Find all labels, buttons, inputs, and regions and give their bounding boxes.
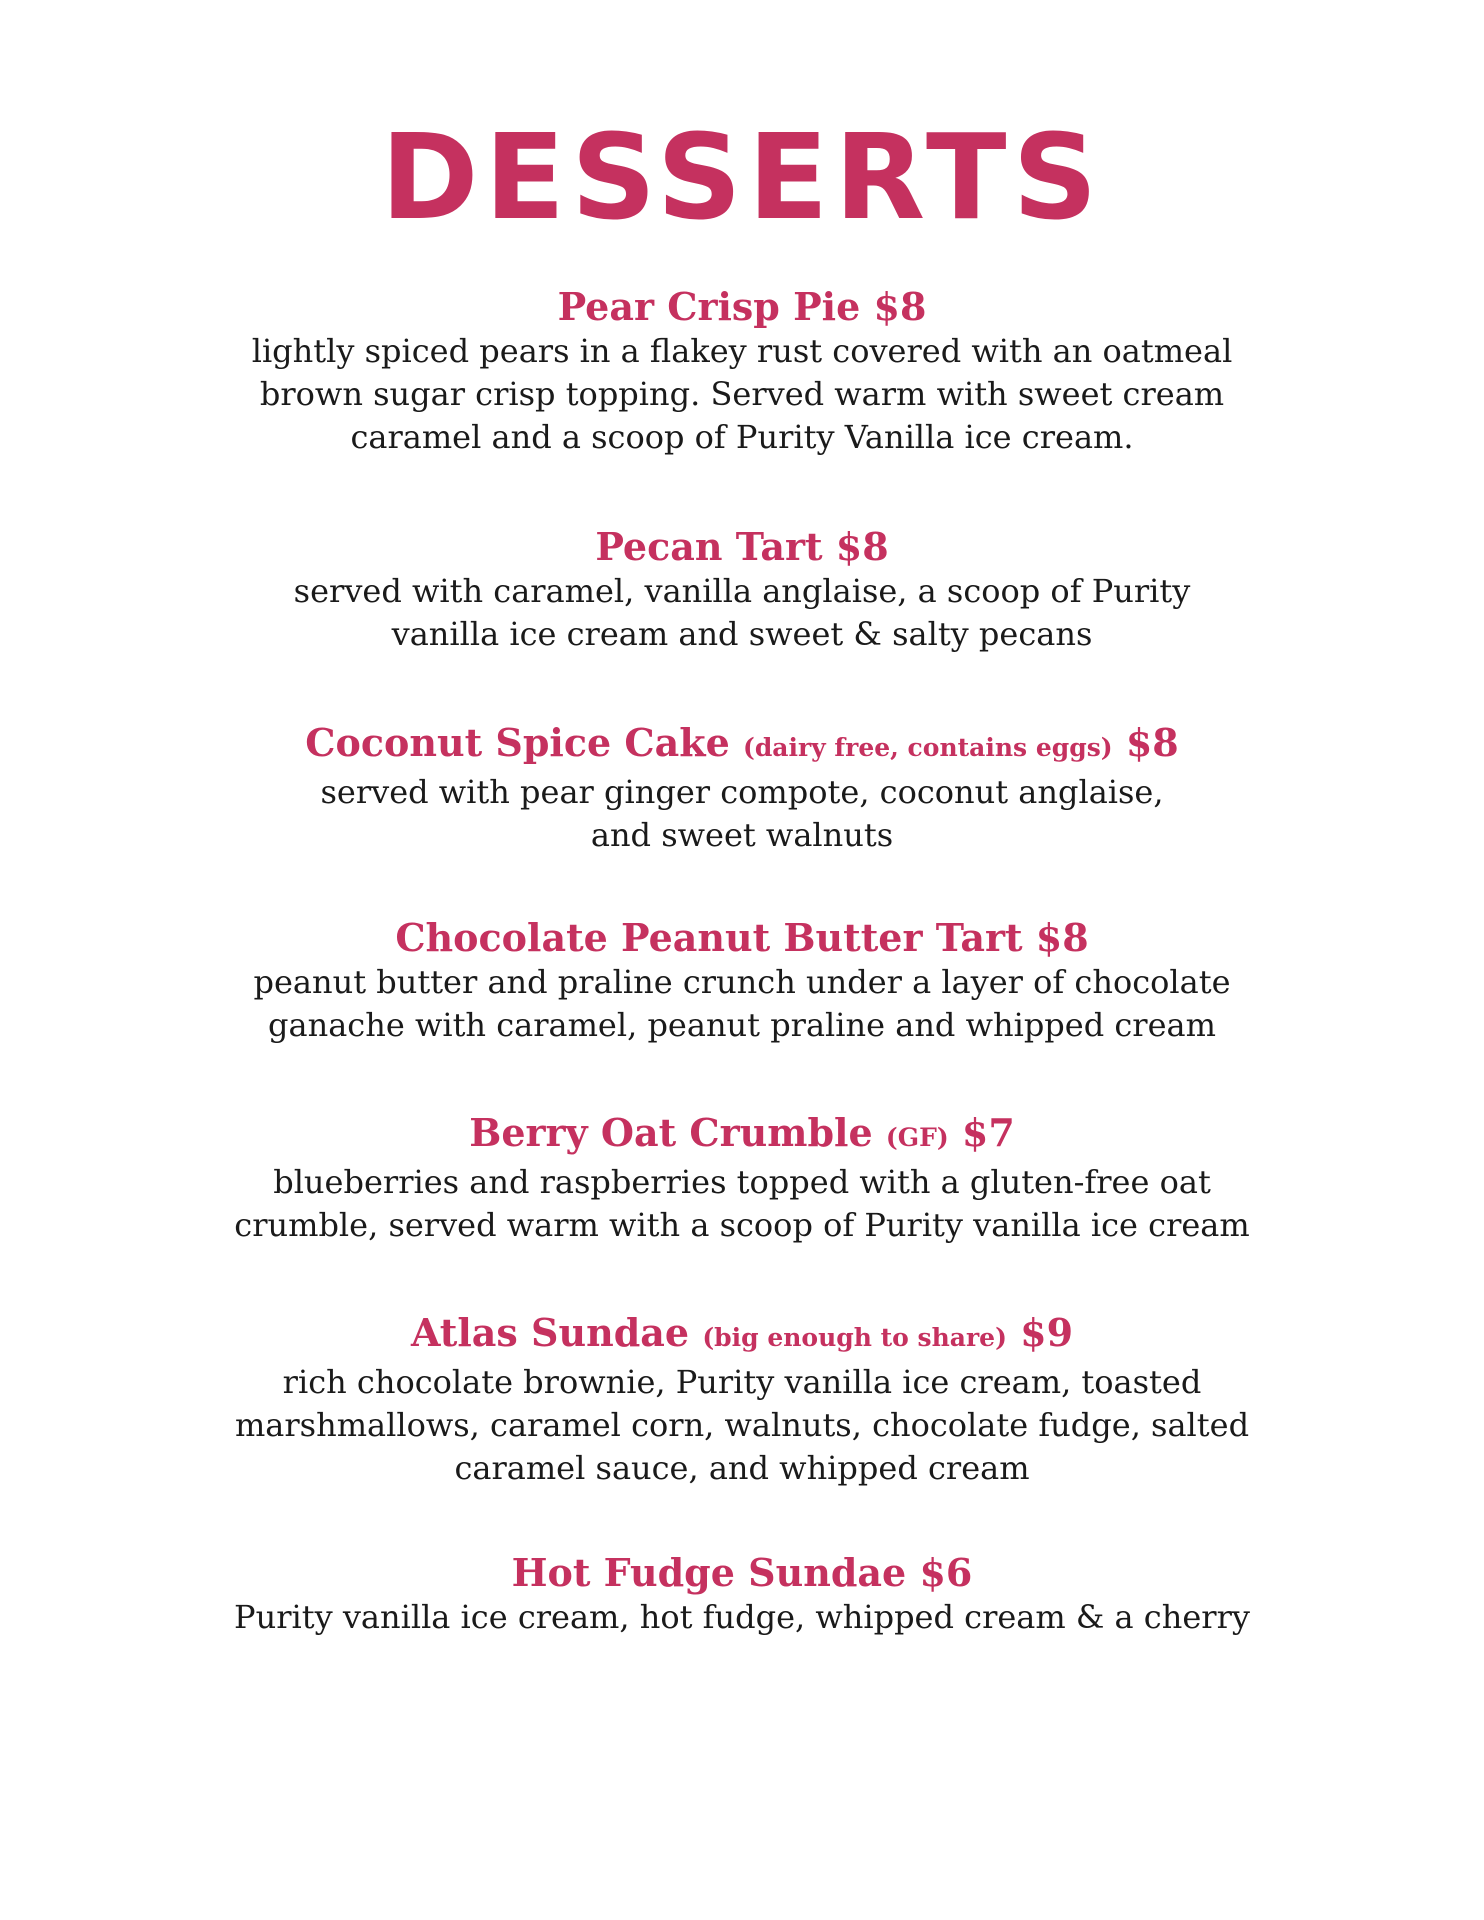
menu-item-description: [0, 330, 1484, 459]
menu-item-pecan-tart: [0, 524, 1484, 656]
menu-item-name: Chocolate Peanut Butter Tart: [395, 915, 1023, 960]
menu-item-price: $8: [835, 524, 889, 569]
description-line: peanut butter and praline crunch under a layer of chocolate: [253, 963, 1231, 1001]
menu-item-description: [0, 1361, 1484, 1490]
menu-item-name: Pear Crisp Pie: [557, 284, 861, 329]
menu-item-chocolate-peanut-butter-tart: [0, 915, 1484, 1047]
menu-item-description: [0, 570, 1484, 656]
menu-item-description: [0, 771, 1484, 857]
menu-item-name: Berry Oat Crumble: [469, 1110, 873, 1155]
menu-item-berry-oat-crumble: [0, 1110, 1484, 1247]
description-line: Purity vanilla ice cream, hot fudge, whipped cream & a cherry: [234, 1598, 1250, 1636]
menu-item-heading: [0, 1550, 1484, 1596]
description-line: caramel and a scoop of Purity Vanilla ice cream.: [350, 418, 1134, 456]
menu-item-note: (big enough to share): [702, 1323, 1007, 1352]
description-line: lightly spiced pears in a flakey rust covered with an oatmeal: [251, 332, 1233, 370]
menu-item-price: $8: [1125, 720, 1179, 765]
menu-title: DESSERTS: [380, 108, 1104, 246]
menu-item-atlas-sundae: [0, 1310, 1484, 1490]
description-line: rich chocolate brownie, Purity vanilla ice cream, toasted: [282, 1363, 1202, 1401]
menu-item-name: Hot Fudge Sundae: [511, 1550, 907, 1595]
menu-item-heading: [0, 720, 1484, 771]
menu-item-hot-fudge-sundae: [0, 1550, 1484, 1639]
menu-item-description: [0, 1161, 1484, 1247]
menu-item-note: (dairy free, contains eggs): [743, 733, 1113, 762]
menu-item-note: (GF): [885, 1123, 949, 1152]
description-line: served with pear ginger compote, coconut anglaise,: [320, 773, 1164, 811]
menu-item-description: [0, 1596, 1484, 1639]
description-line: served with caramel, vanilla anglaise, a scoop of Purity: [293, 572, 1191, 610]
menu-item-pear-crisp-pie: [0, 284, 1484, 459]
description-line: vanilla ice cream and sweet & salty pecans: [391, 615, 1093, 653]
menu-item-coconut-spice-cake: [0, 720, 1484, 857]
menu-item-price: $8: [1035, 915, 1089, 960]
description-line: blueberries and raspberries topped with a gluten-free oat: [273, 1163, 1211, 1201]
description-line: marshmallows, caramel corn, walnuts, chocolate fudge, salted: [234, 1406, 1250, 1444]
menu-item-price: $6: [919, 1550, 973, 1595]
description-line: and sweet walnuts: [590, 816, 894, 854]
menu-item-name: Coconut Spice Cake: [305, 720, 730, 765]
title-wrap: [0, 108, 1484, 246]
description-line: brown sugar crisp topping. Served warm with sweet cream: [259, 375, 1225, 413]
menu-item-price: $9: [1020, 1310, 1074, 1355]
menu-item-name: Atlas Sundae: [410, 1310, 690, 1355]
menu-item-price: $7: [961, 1110, 1015, 1155]
menu-item-price: $8: [873, 284, 927, 329]
menu-item-heading: [0, 284, 1484, 330]
menu-item-name: Pecan Tart: [595, 524, 823, 569]
menu-item-heading: [0, 1110, 1484, 1161]
description-line: ganache with caramel, peanut praline and whipped cream: [268, 1006, 1216, 1044]
menu-item-heading: [0, 1310, 1484, 1361]
menu-item-heading: [0, 915, 1484, 961]
menu-item-description: [0, 961, 1484, 1047]
description-line: caramel sauce, and whipped cream: [454, 1449, 1030, 1487]
menu-item-heading: [0, 524, 1484, 570]
description-line: crumble, served warm with a scoop of Purity vanilla ice cream: [234, 1206, 1250, 1244]
